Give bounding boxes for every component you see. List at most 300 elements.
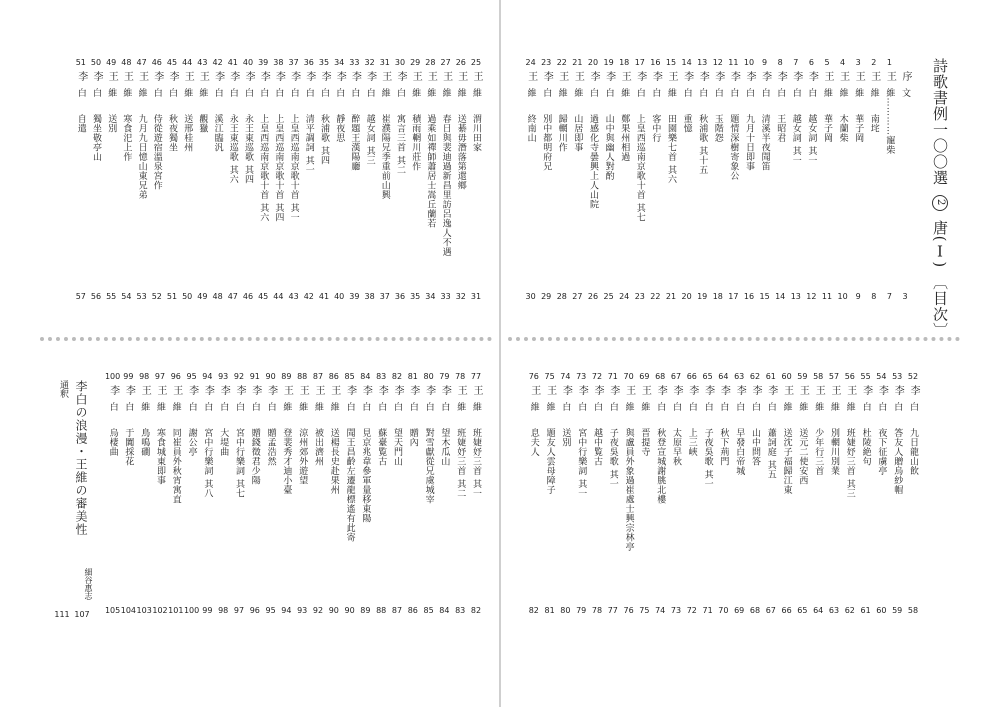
entry-author-2: 維…………寵柴 [884,88,895,155]
entry-author-2: 維 [813,402,824,412]
entry-author-1: 李 [775,71,787,81]
entry-number: 62 [749,372,761,381]
entry-page: 38 [364,292,375,301]
entry-number: 36 [303,58,314,67]
entry-page: 75 [639,606,650,615]
entry-title: 太原早秋 [671,428,681,466]
entry-number: 99 [123,372,134,381]
entry-author-1: 李 [697,71,709,81]
entry-page: 13 [790,292,801,301]
entry-author-2: 白 [234,402,244,412]
entry-author-2: 白 [258,88,269,98]
entry-author-1: 李 [860,385,872,395]
entry-page: 66 [781,606,792,615]
entry-title: 越女詞 其一 [790,114,801,165]
entry-number: 11 [728,58,739,67]
entry-author-2: 白 [655,402,666,412]
entry-author-2: 白 [686,402,697,412]
entry-author-1: 李 [728,71,740,81]
entry-author-1: 李 [744,71,755,81]
entry-author-1: 王 [822,71,833,81]
entry-number: 50 [90,58,102,67]
entry-author-2: 白 [392,402,402,412]
entry-title: 別中都明府兄 [541,114,552,171]
entry-author-1: 王 [797,385,809,395]
entry-title: 九月十日即事 [744,114,754,171]
entry-page: 44 [273,292,284,301]
entry-author-1: 李 [681,71,693,81]
entry-title: 秋下荊門 [718,428,729,466]
entry-page: 98 [218,606,229,615]
entry-page: 31 [470,292,482,301]
entry-title: 登裴秀才迪小臺 [281,428,292,495]
entry-page: 14 [775,292,786,301]
entry-title: 上皇西巡南京歌十首 其六 [258,114,269,222]
entry-author-2: 維 [425,88,436,98]
entry-author-2: 維 [182,88,193,98]
entry-title: 題友人雲母障子 [544,428,555,495]
entry-author-1: 李 [212,71,224,81]
entry-page: 73 [670,606,682,615]
entry-number: 51 [75,58,86,67]
entry-author-1: 李 [718,385,730,395]
entry-author-1: 李 [671,385,682,395]
entry-number: 100 [104,372,121,381]
entry-number: 15 [665,58,677,67]
entry-author-2: 白 [407,402,418,412]
entry-author-1: 王 [121,71,133,81]
entry-author-2: 白 [876,402,887,412]
entry-page: 67 [765,606,776,615]
entry-author-2: 白 [249,402,260,412]
entry-author-2: 白 [202,402,213,412]
entry-author-1: 王 [884,71,896,81]
entry-number: 66 [686,372,697,381]
entry-title: 上皇西巡南京歌十首 其四 [273,114,284,222]
entry-author-2: 維 [121,88,132,98]
entry-number: 67 [670,372,682,381]
entry-number: 89 [281,372,292,381]
entry-author-1: 王 [666,71,677,81]
entry-number: 49 [106,58,117,67]
entry-author-1: 李 [407,385,419,395]
volume-header [925,58,955,338]
entry-title: 溪江臨汎 [212,114,223,152]
entry-page: 51 [166,292,178,301]
entry-page: 49 [197,292,208,301]
entry-title: 與盧員外象過崔處士興宗林亭 [623,428,634,552]
entry-number: 13 [697,58,708,67]
entry-author-1: 李 [360,385,372,395]
entry-author-1: 李 [759,71,771,81]
entry-author-2: 白 [319,88,329,98]
entry-number: 56 [844,372,855,381]
entry-author-1: 王 [281,385,293,395]
entry-page: 70 [718,606,729,615]
entry-author-1: 李 [765,385,777,395]
entry-number: 86 [328,372,339,381]
entry-page: 47 [227,292,238,301]
entry-page: 28 [556,292,567,301]
entry-title: 息夫人 [528,428,539,457]
entry-author-2: 維 [853,88,864,98]
section-divider-right [508,337,960,341]
entry-number: 30 [394,58,406,67]
entry-author-2: 白 [423,402,434,412]
entry-author-1: 李 [576,385,588,395]
entry-author-2: 維 [781,402,792,412]
entry-page: 64 [813,606,824,615]
entry-number: 95 [186,372,197,381]
entry-author-2: 白 [728,88,739,98]
page-gutter [499,0,501,707]
entry-author-2: 白 [718,402,729,412]
entry-number: 92 [233,372,245,381]
entry-page: 82 [528,606,539,615]
entry-page: 86 [407,606,418,615]
entry-author-1: 李 [91,71,102,81]
entry-number: 34 [334,58,345,67]
entry-author-2: 維 [822,88,832,98]
entry-page: 65 [797,606,808,615]
entry-author-2: 白 [650,88,661,98]
entry-number: 35 [318,58,330,67]
entry-title: 木蘭柴 [837,114,848,143]
entry-page: 59 [892,606,903,615]
entry-author-1: 李 [186,385,198,395]
entry-title: 謝公亭 [186,428,197,457]
entry-author-2: 白 [364,88,375,98]
entry-number: 44 [182,58,193,67]
entry-title: 獨坐敬亭山 [91,114,101,162]
entry-author-1: 李 [686,385,698,395]
entry-number: 45 [166,58,178,67]
entry-author-2: 白 [775,88,786,98]
entry-page: 76 [623,606,634,615]
entry-page: 62 [844,606,855,615]
entry-title: 同崔員外秋宵寓直 [170,428,181,504]
entry-title: 少年行三首 [813,428,824,476]
entry-page: 21 [665,292,677,301]
entry-title: 望木瓜山 [439,428,450,466]
entry-page: 10 [837,292,848,301]
entry-title: 靜夜思 [334,114,345,143]
entry-number: 37 [288,58,299,67]
entry-author-1: 王 [639,385,651,395]
entry-page: 48 [212,292,223,301]
entry-author-1: 王 [182,71,194,81]
entry-author-2: 白 [744,88,754,98]
entry-number: 63 [734,372,745,381]
entry-author-1: 李 [218,385,230,395]
entry-title: 華子岡 [853,114,864,143]
essay-page-start: 111 [54,610,70,619]
entry-title: 烏棲曲 [107,428,118,457]
entry-author-1: 王 [528,385,540,395]
entry-author-1: 王 [379,71,391,81]
entry-author-1: 王 [136,71,148,81]
entry-title: 寒食汜上作 [121,114,132,162]
section-title: 〔目次〕 [931,274,949,339]
entry-number: 61 [765,372,776,381]
entry-author-2: 白 [243,88,253,98]
entry-author-1: 李 [344,385,356,395]
entry-author-2: 維 [528,402,539,412]
entry-page: 35 [410,292,421,301]
entry-author-2: 白 [603,88,614,98]
entry-page: 96 [249,606,260,615]
entry-number: 84 [360,372,371,381]
entry-page: 19 [697,292,708,301]
entry-title: 清溪半夜聞笛 [759,114,770,171]
entry-title: 上三峽 [686,428,697,457]
entry-title: 班婕妤三首 其三 [844,428,855,498]
entry-page: 101 [168,606,184,615]
entry-author-2: 白 [671,402,681,412]
section-divider-left [40,337,492,341]
entry-title: 大堤曲 [218,428,229,457]
entry-page: 97 [233,606,245,615]
entry-author-1: 李 [650,71,662,81]
entry-number: 1 [886,58,892,67]
entry-author-2: 白 [860,402,871,412]
entry-page: 102 [152,606,168,615]
entry-number: 24 [525,58,536,67]
entry-number: 26 [455,58,466,67]
entry-author-1: 王 [170,385,182,395]
entry-page: 95 [265,606,276,615]
entry-number: 79 [439,372,450,381]
entry-author-1: 李 [607,385,619,395]
entry-title: 于闐採花 [123,428,134,466]
entry-author-1: 王 [556,71,568,81]
entry-author-2: 白 [806,88,817,98]
entry-number: 38 [273,58,284,67]
entry-author-2: 白 [75,88,86,98]
entry-author-2: 白 [107,402,118,412]
entry-page: 78 [591,606,603,615]
entry-page: 37 [379,292,390,301]
entry-author-1: 李 [588,71,599,81]
entry-number: 65 [702,372,713,381]
entry-page: 39 [349,292,360,301]
entry-title: 九日龍山飲 [908,428,918,476]
entry-title: 玉階怨 [712,114,723,143]
entry-page: 100 [183,606,200,615]
entry-author-2: 維 [666,88,676,98]
entry-page: 17 [728,292,739,301]
entry-page: 94 [281,606,292,615]
entry-page: 105 [104,606,121,615]
entry-title: 贈錢徵君少陽 [249,428,260,485]
entry-title: 春日與裴迪過新昌里訪呂逸人不遇 [440,114,451,257]
entry-page: 57 [75,292,86,301]
entry-author-2: 文 [900,88,910,98]
entry-number: 91 [249,372,260,381]
entry-author-1: 李 [273,71,285,81]
entry-page: 45 [258,292,269,301]
entry-page: 74 [655,606,666,615]
entry-author-2: 白 [186,402,197,412]
entry-page: 82 [470,606,482,615]
essay-author: 細谷惠志 [84,568,93,600]
entry-title: 宮中行樂詞 其八 [202,428,213,498]
entry-title: 望天門山 [392,428,402,466]
entry-page: 52 [151,292,162,301]
entry-author-2: 維 [297,402,308,412]
entry-number: 32 [364,58,375,67]
entry-page: 93 [297,606,308,615]
entry-author-2: 維 [440,88,451,98]
entry-author-2: 維 [281,402,292,412]
entry-number: 82 [391,372,403,381]
entry-page: 103 [136,606,152,615]
entry-author-1: 王 [525,71,537,81]
entry-number: 64 [718,372,729,381]
entry-author-1: 李 [560,385,572,395]
entry-number: 20 [587,58,599,67]
entry-author-2: 白 [227,88,238,98]
entry-author-2: 白 [303,88,314,98]
entry-title: 鳥鳴磵 [139,428,150,457]
entry-author-2: 維 [455,88,466,98]
entry-author-2: 維 [544,402,555,412]
essay-page-end: 107 [74,610,90,619]
entry-number: 72 [591,372,603,381]
entry-author-1: 李 [249,385,261,395]
entry-author-2: 白 [167,88,177,98]
entry-title: 班婕妤三首 其二 [455,428,466,498]
entry-number: 43 [197,58,208,67]
entry-title: 聞王昌齡左遷龍標遙有此寄 [344,428,355,542]
entry-page: 29 [541,292,552,301]
entry-author-1: 王 [106,71,118,81]
entry-number: 46 [151,58,162,67]
entry-author-1: 王 [813,385,825,395]
entry-number: 6 [808,58,814,67]
entry-number: 4 [840,58,846,67]
entry-author-1: 李 [790,71,802,81]
entry-page: 11 [821,292,833,301]
entry-author-2: 維 [868,88,879,98]
entry-page: 55 [106,292,117,301]
entry-author-1: 李 [75,71,87,81]
entry-author-2: 白 [592,402,602,412]
entry-page: 50 [182,292,193,301]
entry-title: 班婕妤三首 其一 [471,428,481,498]
entry-author-1: 李 [227,71,239,81]
entry-author-2: 維 [471,402,481,412]
entry-page: 83 [455,606,466,615]
entry-page: 99 [202,606,213,615]
entry-author-1: 王 [425,71,437,81]
entry-author-1: 王 [471,71,482,81]
entry-number: 9 [762,58,768,67]
entry-title: 晋提寺 [639,428,650,457]
entry-author-2: 維 [155,402,165,412]
entry-author-2: 白 [541,88,552,98]
entry-title: 蕭詞庭 其五 [765,428,776,479]
entry-number: 27 [440,58,451,67]
entry-title: 永王東巡歌 其四 [243,114,253,184]
entry-author-2: 白 [334,88,345,98]
entry-title: 寓言三首 其二 [395,114,405,175]
entry-author-2: 白 [360,402,371,412]
entry-author-2: 維 [471,88,481,98]
entry-author-2: 維 [328,402,339,412]
entry-page: 26 [587,292,599,301]
entry-page: 43 [288,292,299,301]
entry-number: 70 [623,372,634,381]
entry-number: 54 [876,372,887,381]
entry-page: 84 [439,606,450,615]
entry-number: 23 [541,58,552,67]
series-title: 詩歌書例一〇〇選 [931,58,949,186]
entry-title: 田園樂七首 其六 [666,114,676,184]
entry-number: 22 [556,58,567,67]
entry-author-1: 王 [455,385,467,395]
entry-author-1: 王 [313,385,324,395]
entry-number: 60 [781,372,792,381]
entry-author-1: 李 [806,71,818,81]
entry-title: 越女詞 其三 [364,114,375,165]
entry-author-1: 李 [258,71,270,81]
entry-author-1: 李 [603,71,615,81]
entry-author-1: 王 [829,385,840,395]
entry-page: 24 [619,292,630,301]
entry-page: 46 [242,292,254,301]
entry-number: 33 [349,58,360,67]
entry-author-1: 李 [541,71,553,81]
entry-author-1: 王 [853,71,865,81]
entry-number: 71 [607,372,618,381]
entry-author-1: 李 [151,71,163,81]
entry-number: 76 [528,372,539,381]
entry-page: 23 [634,292,645,301]
entry-page: 79 [576,606,587,615]
entry-title: 杜陵絶句 [860,428,871,466]
entry-author-2: 維 [572,88,583,98]
entry-author-2: 白 [151,88,162,98]
entry-number: 69 [639,372,650,381]
entry-page: 81 [544,606,555,615]
entry-author-1: 李 [303,71,315,81]
entry-title: 送綦毋潛落第還鄉 [455,114,466,190]
entry-number: 98 [139,372,150,381]
entry-page: 15 [759,292,770,301]
entry-page: 33 [440,292,451,301]
entry-author-1: 王 [328,385,340,395]
entry-number: 12 [712,58,723,67]
entry-author-1: 王 [471,385,482,395]
entry-title: 上皇西巡南京歌十首 其一 [288,114,299,222]
entry-author-2: 白 [439,402,450,412]
entry-page: 58 [907,606,919,615]
entry-title: 宮中行樂詞 其一 [576,428,587,498]
entry-title: 別輞川別業 [829,428,839,476]
entry-author-2: 維 [829,402,839,412]
entry-author-2: 白 [265,402,276,412]
entry-author-1: 李 [702,385,714,395]
entry-title: 自遣 [75,114,86,133]
entry-page: 36 [394,292,406,301]
entry-title: 秋登宣城謝朓北樓 [655,428,666,504]
entry-page: 12 [806,292,817,301]
entry-number: 74 [560,372,571,381]
entry-author-2: 白 [734,402,745,412]
entry-author-2: 維 [556,88,567,98]
entry-number: 3 [855,58,861,67]
